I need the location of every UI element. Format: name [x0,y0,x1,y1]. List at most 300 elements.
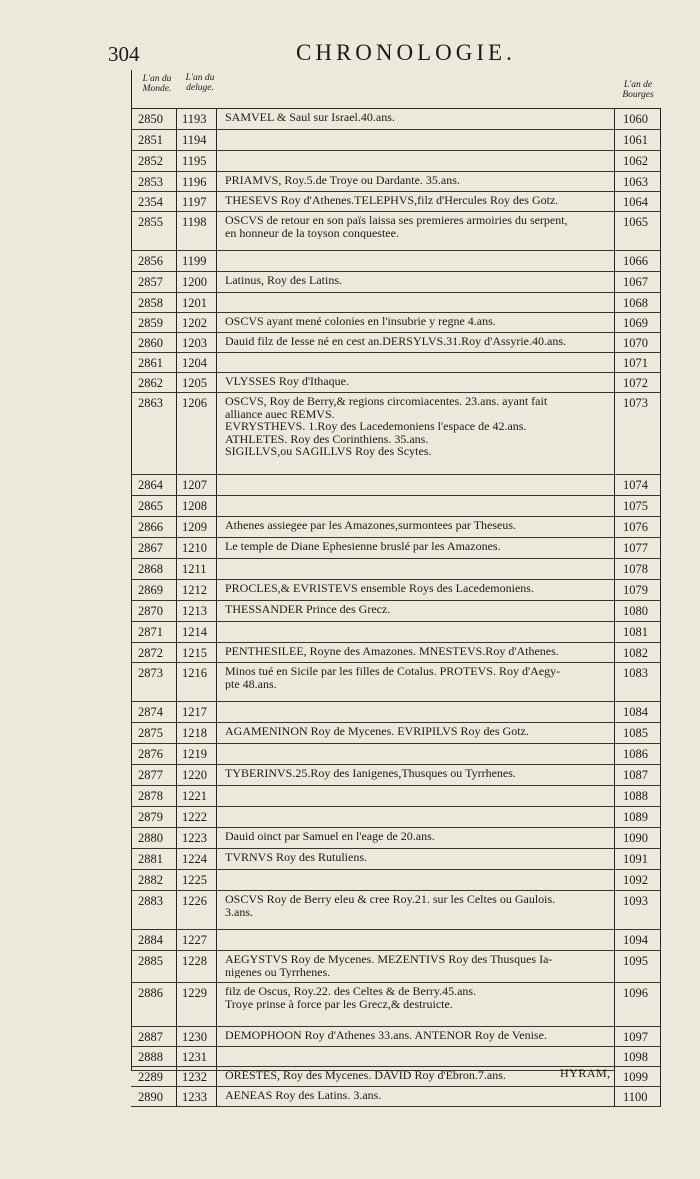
year-bourges-text: 1073 [623,396,648,410]
event-text: Troye prinse à force par les Grecz,& destruicte. [225,997,453,1010]
year-bourges-text: 1093 [623,894,648,908]
year-monde-text: 2864 [138,478,163,492]
event-cell [217,786,615,806]
year-deluge [177,212,217,250]
event-text: THESSANDER Prince des Grecz. [225,603,391,616]
year-deluge-text: 1200 [182,275,207,289]
year-bourges [615,333,661,352]
event-cell [217,130,615,150]
event-text: TVRNVS Roy des Rutuliens. [225,851,368,864]
year-deluge-text: 1219 [182,747,207,761]
event-cell [217,622,615,642]
year-bourges-text: 1060 [623,112,648,126]
table-row [131,251,661,272]
year-deluge-text: 1206 [182,396,207,410]
year-bourges-text: 1085 [623,726,648,740]
event-cell [217,951,615,982]
year-deluge [177,663,217,701]
year-monde-text: 2868 [138,562,163,576]
year-monde [131,172,177,191]
year-deluge [177,333,217,352]
table-row [131,723,661,744]
year-deluge-text: 1225 [182,873,207,887]
event-cell [217,109,615,129]
year-deluge-text: 1232 [182,1070,207,1084]
year-deluge [177,151,217,171]
year-deluge-text: 1210 [182,541,207,555]
event-cell [217,807,615,827]
year-deluge [177,786,217,806]
page-header [0,38,700,68]
event-text: AEGYSTVS Roy de Mycenes. MEZENTIVS Roy des Thusques Ia- [225,953,553,966]
year-monde [131,251,177,271]
event-cell [217,744,615,764]
year-monde [131,807,177,827]
event-cell [217,251,615,271]
year-bourges [615,891,661,929]
year-bourges-text: 1100 [623,1090,648,1104]
year-deluge-text: 1195 [182,154,207,168]
table-row [131,496,661,517]
table-row [131,744,661,765]
event-cell [217,393,615,474]
year-monde-text: 2890 [138,1090,163,1104]
table-row [131,786,661,807]
year-bourges [615,786,661,806]
year-monde [131,580,177,600]
year-bourges-text: 1070 [623,336,648,350]
year-deluge-text: 1229 [182,986,207,1000]
year-monde [131,786,177,806]
year-deluge [177,702,217,722]
table-row [131,930,661,951]
event-cell [217,313,615,332]
year-bourges [615,702,661,722]
year-bourges [615,212,661,250]
year-bourges-text: 1064 [623,195,648,209]
year-deluge-text: 1226 [182,894,207,908]
event-text: 3.ans. [225,905,253,918]
year-deluge-text: 1198 [182,215,207,229]
year-monde-text: 2881 [138,852,163,866]
year-deluge [177,192,217,211]
event-cell [217,723,615,743]
event-cell [217,702,615,722]
table-row [131,849,661,870]
year-deluge [177,1027,217,1046]
year-bourges-text: 1072 [623,376,648,390]
event-cell [217,192,615,211]
event-cell [217,517,615,537]
year-monde [131,130,177,150]
year-bourges [615,723,661,743]
year-bourges [615,559,661,579]
table-row [131,373,661,393]
event-cell [217,151,615,171]
year-monde-text: 2855 [138,215,163,229]
year-deluge-text: 1217 [182,705,207,719]
year-bourges-text: 1071 [623,356,648,370]
year-bourges [615,870,661,890]
table-row [131,333,661,353]
event-text: Le temple de Diane Ephesienne bruslé par les Amazones. [225,540,501,553]
year-bourges-text: 1067 [623,275,648,289]
table-row [131,601,661,622]
year-deluge-text: 1202 [182,316,207,330]
event-cell [217,496,615,516]
event-text: Minos tué en Sicile par les filles de Cotalus. PROTEVS. Roy d'Aegy- [225,665,561,678]
year-deluge-text: 1220 [182,768,207,782]
year-bourges-text: 1075 [623,499,648,513]
year-monde [131,212,177,250]
event-text: Latinus, Roy des Latins. [225,274,342,287]
year-monde-text: 2863 [138,396,163,410]
year-monde-text: 2877 [138,768,163,782]
year-bourges [615,517,661,537]
year-deluge-text: 1223 [182,831,207,845]
year-bourges [615,643,661,662]
year-bourges-text: 1066 [623,254,648,268]
year-deluge-text: 1209 [182,520,207,534]
event-cell [217,212,615,250]
event-cell [217,930,615,950]
event-cell [217,272,615,292]
event-text: pte 48.ans. [225,677,277,690]
year-deluge-text: 1205 [182,376,207,390]
year-monde-text: 2875 [138,726,163,740]
table-row [131,622,661,643]
event-text: Dauid filz de Iesse né en cest an.DERSYLVS.31.Roy d'Assyrie.40.ans. [225,335,566,348]
event-text: filz de Oscus, Roy.22. des Celtes & de Berry.45.ans. [225,985,477,998]
event-text: alliance auec REMVS. [225,407,335,420]
year-deluge [177,496,217,516]
year-bourges [615,373,661,392]
year-deluge [177,930,217,950]
year-deluge-text: 1196 [182,175,207,189]
event-cell [217,559,615,579]
year-bourges [615,601,661,621]
year-monde [131,373,177,392]
column-headers [131,70,661,109]
year-monde [131,475,177,495]
event-cell [217,870,615,890]
year-monde-text: 2876 [138,747,163,761]
year-monde [131,622,177,642]
table-row [131,475,661,496]
year-monde-text: 2887 [138,1030,163,1044]
year-monde-text: 2869 [138,583,163,597]
year-monde-text: 2882 [138,873,163,887]
year-monde-text: 2851 [138,133,163,147]
year-monde [131,983,177,1026]
table-row [131,1087,661,1107]
year-monde [131,870,177,890]
year-monde [131,353,177,372]
year-bourges [615,475,661,495]
table-row [131,130,661,151]
year-bourges [615,951,661,982]
year-monde-text: 2885 [138,954,163,968]
year-bourges-text: 1062 [623,154,648,168]
year-deluge-text: 1230 [182,1030,207,1044]
year-bourges [615,251,661,271]
year-bourges-text: 1080 [623,604,648,618]
year-bourges [615,393,661,474]
year-bourges-text: 1083 [623,666,648,680]
year-bourges-text: 1074 [623,478,648,492]
year-bourges-text: 1091 [623,852,648,866]
year-bourges-text: 1095 [623,954,648,968]
year-deluge [177,373,217,392]
year-deluge [177,828,217,848]
year-deluge-text: 1221 [182,789,207,803]
header-monde: L'an du Monde. [142,74,172,94]
year-deluge [177,849,217,869]
year-bourges-text: 1088 [623,789,648,803]
table-row [131,172,661,192]
year-monde-text: 2859 [138,316,163,330]
year-bourges [615,580,661,600]
year-bourges [615,1067,661,1086]
year-monde-text: 2867 [138,541,163,555]
year-bourges-text: 1081 [623,625,648,639]
event-cell [217,1027,615,1046]
year-monde-text: 2884 [138,933,163,947]
year-monde [131,849,177,869]
year-monde [131,930,177,950]
year-bourges-text: 1082 [623,646,648,660]
event-text: nigenes ou Tyrrhenes. [225,965,331,978]
event-text: TYBERINVS.25.Roy des Ianigenes,Thusques ou Tyrrhenes. [225,767,516,780]
year-bourges [615,192,661,211]
year-monde [131,601,177,621]
event-cell [217,663,615,701]
page-number: 304 [108,42,140,66]
year-bourges [615,130,661,150]
year-bourges-text: 1092 [623,873,648,887]
event-text: en honneur de la toyson conquestee. [225,226,399,239]
year-monde [131,559,177,579]
year-deluge [177,538,217,558]
header-bourges: L'an de Bourges [622,80,654,100]
year-bourges [615,1027,661,1046]
year-bourges [615,849,661,869]
year-bourges-text: 1084 [623,705,648,719]
year-deluge-text: 1216 [182,666,207,680]
event-text: Athenes assiegee par les Amazones,surmontees par Theseus. [225,519,517,532]
year-monde [131,828,177,848]
year-monde-text: 2879 [138,810,163,824]
year-monde [131,723,177,743]
year-monde-text: 2886 [138,986,163,1000]
year-bourges [615,496,661,516]
year-bourges [615,765,661,785]
year-deluge [177,643,217,662]
year-deluge-text: 1199 [182,254,207,268]
year-monde [131,765,177,785]
year-deluge [177,293,217,312]
event-cell [217,601,615,621]
year-monde-text: 2883 [138,894,163,908]
table-row [131,1027,661,1047]
event-text: EVRYSTHEVS. 1.Roy des Lacedemoniens l'espace de 42.ans. [225,420,527,433]
chronology-table [131,70,661,1107]
year-bourges-text: 1098 [623,1050,648,1064]
year-deluge-text: 1211 [182,562,207,576]
table-row [131,313,661,333]
year-deluge-text: 1222 [182,810,207,824]
year-deluge-text: 1193 [182,112,207,126]
table-row [131,393,661,475]
event-text: OSCVS de retour en son païs laissa ses premieres armoiries du serpent, [225,214,568,227]
year-bourges-text: 1069 [623,316,648,330]
year-bourges [615,930,661,950]
year-deluge [177,272,217,292]
year-deluge [177,601,217,621]
year-deluge [177,109,217,129]
year-deluge-text: 1203 [182,336,207,350]
year-monde [131,293,177,312]
year-deluge-text: 1215 [182,646,207,660]
year-monde [131,393,177,474]
year-bourges-text: 1065 [623,215,648,229]
table-row [131,293,661,313]
year-monde-text: 2850 [138,112,163,126]
year-deluge [177,983,217,1026]
table-row [131,192,661,212]
year-bourges [615,663,661,701]
year-deluge [177,475,217,495]
table-row [131,983,661,1027]
table-row [131,353,661,373]
year-monde-text: 2878 [138,789,163,803]
event-cell [217,643,615,662]
year-deluge [177,870,217,890]
event-cell [217,353,615,372]
year-monde [131,313,177,332]
table-body [131,109,661,1107]
year-monde [131,663,177,701]
year-deluge [177,172,217,191]
event-text: OSCVS ayant mené colonies en l'insubrie y regne 4.ans. [225,315,496,328]
year-bourges [615,109,661,129]
table-row [131,663,661,702]
table-row [131,109,661,130]
year-deluge [177,765,217,785]
year-monde-text: 2888 [138,1050,163,1064]
event-cell [217,1087,615,1106]
year-monde-text: 2289 [138,1070,163,1084]
year-bourges [615,1087,661,1106]
year-deluge [177,1087,217,1106]
table-row [131,1047,661,1067]
year-monde [131,744,177,764]
year-bourges [615,353,661,372]
year-bourges-text: 1068 [623,296,648,310]
table-row [131,951,661,983]
event-cell [217,983,615,1026]
year-monde [131,272,177,292]
year-deluge-text: 1224 [182,852,207,866]
year-deluge [177,1047,217,1066]
event-cell [217,891,615,929]
year-deluge-text: 1228 [182,954,207,968]
table-row [131,643,661,663]
year-bourges [615,538,661,558]
table-row [131,702,661,723]
event-text: PRIAMVS, Roy.5.de Troye ou Dardante. 35.ans. [225,174,460,187]
header-deluge: L'an du deluge. [185,73,215,93]
year-monde-text: 2856 [138,254,163,268]
year-deluge-text: 1207 [182,478,207,492]
year-deluge-text: 1214 [182,625,207,639]
year-deluge [177,807,217,827]
table-row [131,828,661,849]
year-deluge-text: 1208 [182,499,207,513]
year-bourges-text: 1099 [623,1070,648,1084]
table-row [131,765,661,786]
year-bourges [615,828,661,848]
year-deluge-text: 1227 [182,933,207,947]
event-text: DEMOPHOON Roy d'Athenes 33.ans. ANTENOR Roy de Venise. [225,1029,547,1042]
table-row [131,272,661,293]
year-monde-text: 2865 [138,499,163,513]
event-text: OSCVS Roy de Berry eleu & cree Roy.21. sur les Celtes ou Gaulois. [225,893,556,906]
year-bourges-text: 1079 [623,583,648,597]
event-text: PENTHESILEE, Royne des Amazones. MNESTEVS.Roy d'Athenes. [225,645,559,658]
year-bourges [615,983,661,1026]
event-cell [217,373,615,392]
year-monde-text: 2354 [138,195,163,209]
year-monde-text: 2860 [138,336,163,350]
table-row [131,891,661,930]
year-monde [131,538,177,558]
page-title: CHRONOLOGIE. [296,40,516,65]
year-bourges [615,172,661,191]
year-monde [131,643,177,662]
year-deluge [177,251,217,271]
year-monde-text: 2872 [138,646,163,660]
year-bourges-text: 1094 [623,933,648,947]
event-cell [217,475,615,495]
event-text: ORESTES, Roy des Mycenes. DAVID Roy d'Ebron.7.ans. [225,1069,506,1082]
footer-rule [131,1070,615,1071]
year-monde-text: 2870 [138,604,163,618]
year-monde-text: 2880 [138,831,163,845]
table-row [131,151,661,172]
year-deluge [177,559,217,579]
year-bourges-text: 1089 [623,810,648,824]
table-row [131,807,661,828]
year-monde [131,517,177,537]
year-bourges [615,293,661,312]
year-bourges [615,151,661,171]
event-text: SIGILLVS,ou SAGILLVS Roy des Scytes. [225,445,432,458]
year-bourges [615,272,661,292]
table-row [131,212,661,251]
year-bourges-text: 1077 [623,541,648,555]
year-bourges-text: 1090 [623,831,648,845]
event-text: OSCVS, Roy de Berry,& regions circomiacentes. 23.ans. ayant fait [225,395,548,408]
year-deluge-text: 1231 [182,1050,207,1064]
event-text: AENEAS Roy des Latins. 3.ans. [225,1089,382,1102]
year-monde-text: 2873 [138,666,163,680]
year-bourges-text: 1096 [623,986,648,1000]
event-text: SAMVEL & Saul sur Israel.40.ans. [225,111,395,124]
table-row [131,538,661,559]
year-monde-text: 2862 [138,376,163,390]
table-row [131,580,661,601]
